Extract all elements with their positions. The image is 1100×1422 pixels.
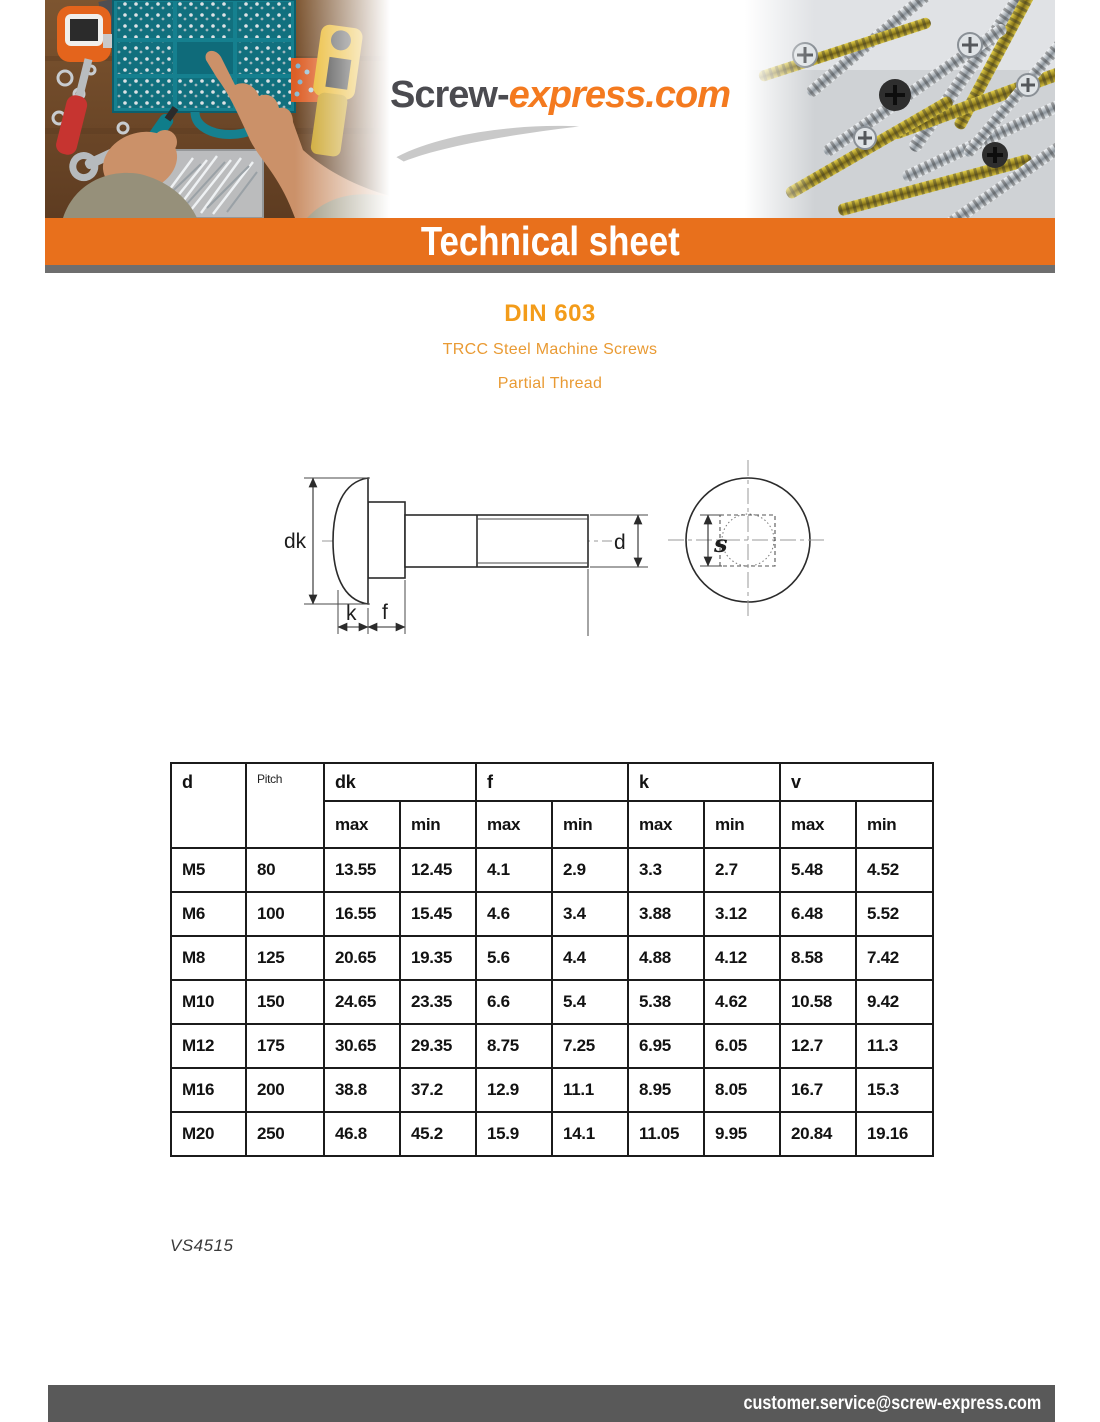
cell-pitch: 80 (246, 848, 324, 892)
cell-value: 12.7 (780, 1024, 856, 1068)
screws-pile-illustration (745, 0, 1055, 218)
cell-value: 6.95 (628, 1024, 704, 1068)
cell-value: 6.48 (780, 892, 856, 936)
banner-title: Technical sheet (420, 218, 680, 264)
cell-value: 9.95 (704, 1112, 780, 1156)
workbench-photo-illustration (45, 0, 390, 218)
cell-value: 7.25 (552, 1024, 628, 1068)
cell-value: 8.95 (628, 1068, 704, 1112)
col-header-d: d (171, 763, 246, 848)
cell-value: 19.35 (400, 936, 476, 980)
cell-pitch: 150 (246, 980, 324, 1024)
cell-size: M6 (171, 892, 246, 936)
table-row (171, 1024, 933, 1068)
cell-value: 45.2 (400, 1112, 476, 1156)
cell-value: 3.12 (704, 892, 780, 936)
table-row (171, 936, 933, 980)
dk-dimension-label: dk (284, 530, 307, 553)
cell-pitch: 125 (246, 936, 324, 980)
cell-size: M20 (171, 1112, 246, 1156)
cell-value: 11.05 (628, 1112, 704, 1156)
cell-value: 8.58 (780, 936, 856, 980)
d-dimension-label: d (614, 531, 626, 554)
footer-bar (48, 1385, 1055, 1422)
cell-value: 9.42 (856, 980, 933, 1024)
brand-logo (390, 76, 730, 114)
table-row (171, 848, 933, 892)
cell-value: 3.4 (552, 892, 628, 936)
screws-pile-photo (745, 0, 1055, 218)
col-group-f: f (476, 763, 628, 801)
cell-size: M8 (171, 936, 246, 980)
k-dimension-label: k (346, 602, 357, 625)
cell-value: 5.38 (628, 980, 704, 1024)
cell-value: 7.42 (856, 936, 933, 980)
cell-value: 11.1 (552, 1068, 628, 1112)
cell-value: 14.1 (552, 1112, 628, 1156)
cell-value: 12.45 (400, 848, 476, 892)
dimensions-table (170, 762, 934, 1157)
subheader-min: min (704, 801, 780, 848)
col-group-v: v (780, 763, 933, 801)
cell-value: 13.55 (324, 848, 400, 892)
cell-size: M12 (171, 1024, 246, 1068)
cell-pitch: 250 (246, 1112, 324, 1156)
cell-value: 4.4 (552, 936, 628, 980)
cell-value: 29.35 (400, 1024, 476, 1068)
subheader-min: min (856, 801, 933, 848)
subheader-max: max (780, 801, 856, 848)
cell-value: 3.88 (628, 892, 704, 936)
cell-value: 2.9 (552, 848, 628, 892)
table-row (171, 1068, 933, 1112)
thread-subtitle: Partial Thread (497, 375, 603, 392)
cell-value: 4.88 (628, 936, 704, 980)
cell-value: 5.48 (780, 848, 856, 892)
cell-value: 20.65 (324, 936, 400, 980)
cell-value: 4.6 (476, 892, 552, 936)
logo-text-primary: Screw- (390, 74, 509, 116)
col-group-dk: dk (324, 763, 476, 801)
logo-area (390, 0, 745, 218)
tape-measure (57, 6, 112, 62)
cell-value: 8.75 (476, 1024, 552, 1068)
subheader-max: max (324, 801, 400, 848)
cell-pitch: 100 (246, 892, 324, 936)
subheader-max: max (628, 801, 704, 848)
side-view (284, 478, 648, 636)
cell-value: 4.12 (704, 936, 780, 980)
cell-value: 16.7 (780, 1068, 856, 1112)
title-block (0, 300, 1100, 393)
cell-value: 15.3 (856, 1068, 933, 1112)
cell-value: 6.6 (476, 980, 552, 1024)
reference-code: VS4515 (170, 1236, 234, 1255)
cell-value: 23.35 (400, 980, 476, 1024)
subheader-max: max (476, 801, 552, 848)
col-header-pitch: Pitch (246, 763, 324, 848)
cell-value: 5.6 (476, 936, 552, 980)
cell-value: 11.3 (856, 1024, 933, 1068)
cell-pitch: 200 (246, 1068, 324, 1112)
cell-value: 30.65 (324, 1024, 400, 1068)
cell-size: M5 (171, 848, 246, 892)
table-row (171, 1112, 933, 1156)
subheader-min: min (552, 801, 628, 848)
s-dimension-label: s (714, 529, 728, 558)
col-group-k: k (628, 763, 780, 801)
logo-swoosh (392, 122, 582, 166)
cell-size: M10 (171, 980, 246, 1024)
f-dimension-label: f (382, 601, 388, 624)
table-row (171, 980, 933, 1024)
cell-value: 12.9 (476, 1068, 552, 1112)
technical-drawing (270, 438, 830, 673)
cell-value: 37.2 (400, 1068, 476, 1112)
table-row (171, 892, 933, 936)
cell-value: 38.8 (324, 1068, 400, 1112)
cell-value: 20.84 (780, 1112, 856, 1156)
cell-value: 2.7 (704, 848, 780, 892)
cell-value: 8.05 (704, 1068, 780, 1112)
cell-value: 4.52 (856, 848, 933, 892)
logo-text-secondary: express.com (508, 74, 730, 116)
cell-value: 4.62 (704, 980, 780, 1024)
cell-value: 24.65 (324, 980, 400, 1024)
banner (45, 218, 1055, 265)
workbench-photo (45, 0, 390, 218)
subheader-min: min (400, 801, 476, 848)
banner-shadow-bar (45, 265, 1055, 273)
cell-value: 46.8 (324, 1112, 400, 1156)
contact-email-link[interactable]: customer.service@screw-express.com (743, 1392, 1041, 1414)
cell-value: 4.1 (476, 848, 552, 892)
cell-value: 10.58 (780, 980, 856, 1024)
cell-value: 15.9 (476, 1112, 552, 1156)
cell-value: 5.52 (856, 892, 933, 936)
cell-value: 6.05 (704, 1024, 780, 1068)
product-subtitle: TRCC Steel Machine Screws (442, 341, 658, 358)
front-view (668, 460, 828, 620)
cell-size: M16 (171, 1068, 246, 1112)
standard-title: DIN 603 (504, 300, 596, 327)
cell-value: 15.45 (400, 892, 476, 936)
cell-value: 19.16 (856, 1112, 933, 1156)
cell-value: 5.4 (552, 980, 628, 1024)
cell-value: 16.55 (324, 892, 400, 936)
cell-pitch: 175 (246, 1024, 324, 1068)
cell-value: 3.3 (628, 848, 704, 892)
table-group-header-row (171, 763, 933, 801)
